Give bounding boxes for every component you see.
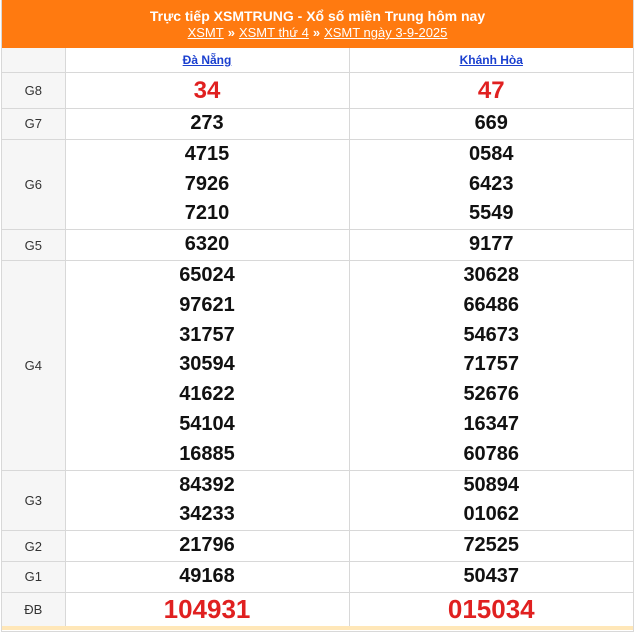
breadcrumb-xsmt-link[interactable]: XSMT xyxy=(187,25,224,40)
prize-row xyxy=(2,139,633,229)
prize-number: 34233 xyxy=(179,503,235,526)
prize-cell xyxy=(65,139,349,229)
prize-number: 104931 xyxy=(163,593,251,624)
prize-cell xyxy=(349,592,633,626)
prize-label: G2 xyxy=(2,531,65,562)
prize-label: G8 xyxy=(2,73,65,109)
prize-number: 66486 xyxy=(463,293,520,316)
prize-row xyxy=(2,531,633,562)
breadcrumb-weekday-link[interactable]: XSMT thứ 4 xyxy=(238,25,309,40)
prize-number: 6423 xyxy=(469,172,514,195)
prize-label: G5 xyxy=(2,230,65,261)
prize-number: 6320 xyxy=(184,233,230,256)
page-title: Trực tiếp XSMTRUNG - Xổ số miền Trung hôm nay xyxy=(149,8,486,24)
breadcrumb-separator: » xyxy=(227,25,235,40)
prize-row xyxy=(2,73,633,109)
prize-cell xyxy=(349,73,633,109)
prize-number: 84392 xyxy=(179,473,235,496)
prize-number: 60786 xyxy=(463,442,520,465)
prize-number: 16347 xyxy=(463,412,520,435)
bottom-bar xyxy=(2,626,633,630)
prize-number: 7210 xyxy=(184,202,230,225)
province-header-row xyxy=(2,48,633,73)
prize-number: 34 xyxy=(193,77,221,104)
prize-cell xyxy=(65,260,349,470)
prize-number: 30594 xyxy=(179,353,235,376)
province-link-khanh-hoa[interactable]: Khánh Hòa xyxy=(349,48,633,73)
prize-number: 7926 xyxy=(184,172,230,195)
prize-cell xyxy=(65,109,349,140)
prize-number: 4715 xyxy=(184,142,230,165)
prize-number: 49168 xyxy=(179,564,235,587)
results-table xyxy=(2,48,633,626)
prize-number: 65024 xyxy=(179,263,235,286)
prize-number: 54673 xyxy=(463,323,520,346)
prize-number: 273 xyxy=(190,112,224,134)
prize-cell xyxy=(349,230,633,261)
prize-label: G6 xyxy=(2,139,65,229)
results-header xyxy=(2,0,633,48)
breadcrumb-separator: » xyxy=(312,25,321,40)
province-link-da-nang[interactable]: Đà Nẵng xyxy=(65,48,349,73)
prize-cell xyxy=(65,230,349,261)
prize-number: 41622 xyxy=(179,383,235,406)
breadcrumb-date-link[interactable]: XSMT ngày 3-9-2025 xyxy=(324,25,448,40)
prize-label: ĐB xyxy=(2,592,65,626)
prize-cell xyxy=(349,109,633,140)
prize-row xyxy=(2,230,633,261)
prize-cell xyxy=(349,470,633,531)
results-frame xyxy=(1,0,634,632)
prize-cell xyxy=(65,561,349,592)
prize-label: G7 xyxy=(2,109,65,140)
prize-cell xyxy=(65,73,349,109)
prize-number: 54104 xyxy=(179,412,235,435)
prize-number: 5549 xyxy=(469,202,514,225)
prize-number: 01062 xyxy=(463,503,520,526)
prize-number: 47 xyxy=(477,77,505,104)
prize-number: 16885 xyxy=(179,442,235,465)
prize-number: 31757 xyxy=(179,323,235,346)
prize-cell xyxy=(349,260,633,470)
prize-cell xyxy=(349,139,633,229)
prize-label: G1 xyxy=(2,561,65,592)
corner-cell xyxy=(2,48,65,73)
prize-row xyxy=(2,109,633,140)
prize-row xyxy=(2,561,633,592)
prize-number: 0584 xyxy=(469,142,514,165)
prize-row xyxy=(2,470,633,531)
prize-number: 21796 xyxy=(179,534,235,557)
prize-number: 30628 xyxy=(463,263,520,286)
prize-number: 52676 xyxy=(463,383,520,406)
prize-row xyxy=(2,592,633,626)
prize-table-body xyxy=(2,73,633,626)
prize-cell xyxy=(65,592,349,626)
prize-cell xyxy=(65,470,349,531)
prize-label: G3 xyxy=(2,470,65,531)
prize-cell xyxy=(349,531,633,562)
prize-number: 71757 xyxy=(463,353,520,376)
prize-row xyxy=(2,260,633,470)
breadcrumb xyxy=(2,25,633,41)
prize-number: 50437 xyxy=(463,564,520,587)
prize-cell xyxy=(349,561,633,592)
prize-number: 50894 xyxy=(463,473,520,496)
prize-number: 97621 xyxy=(179,293,235,316)
prize-number: 9177 xyxy=(469,233,514,256)
prize-number: 669 xyxy=(474,112,508,134)
prize-cell xyxy=(65,531,349,562)
prize-number: 015034 xyxy=(447,593,535,624)
prize-number: 72525 xyxy=(463,534,520,557)
prize-label: G4 xyxy=(2,260,65,470)
